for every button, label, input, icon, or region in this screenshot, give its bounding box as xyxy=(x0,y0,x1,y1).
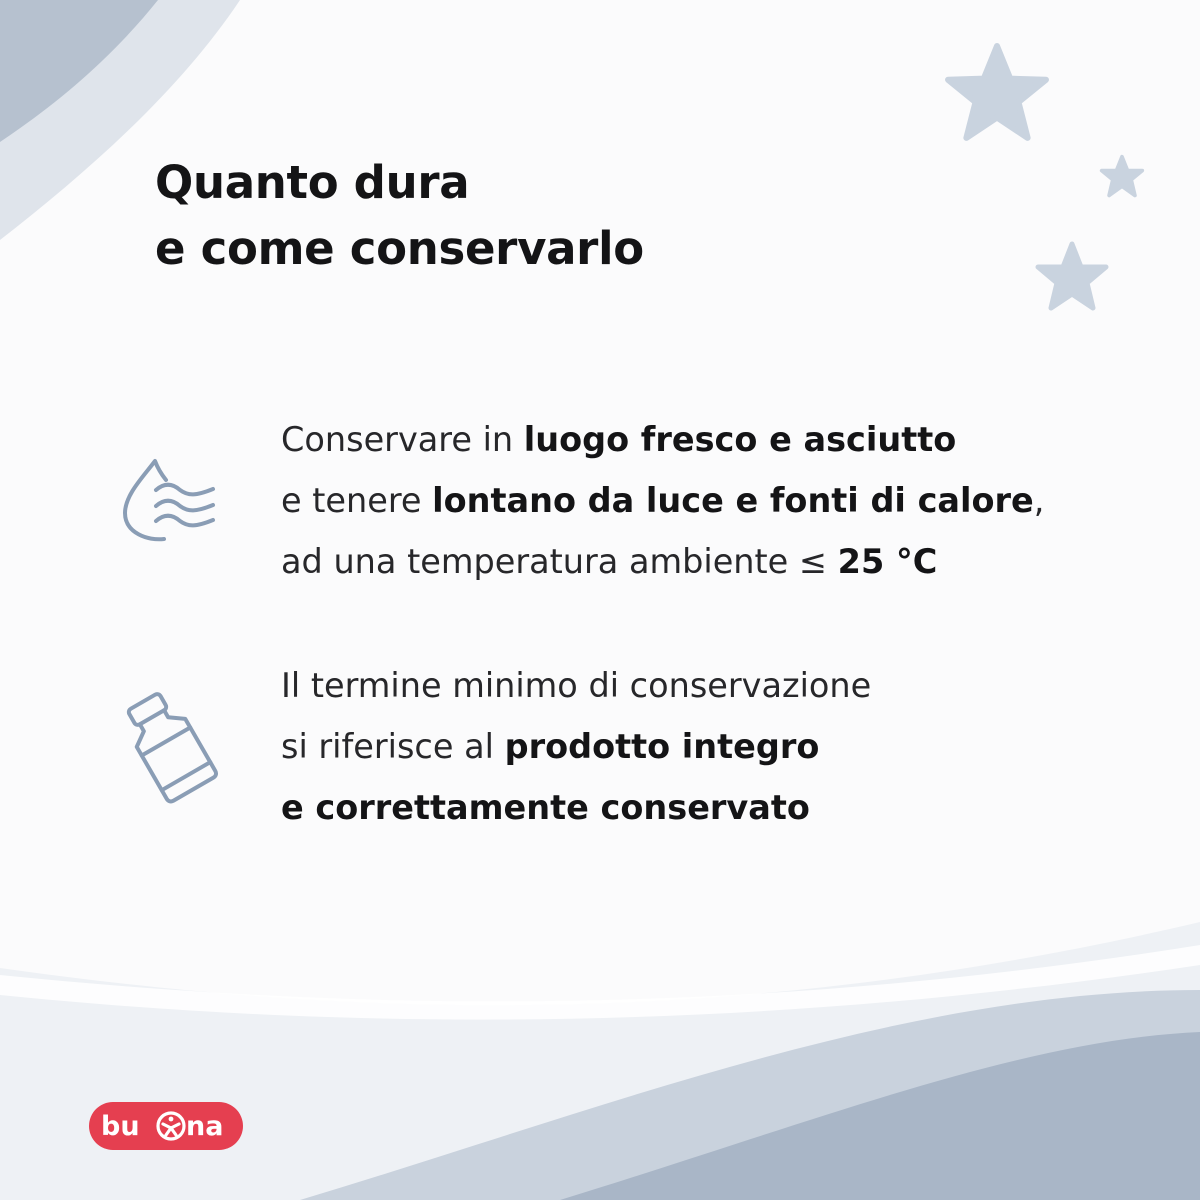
storage-line-2 xyxy=(281,470,1044,531)
page-title xyxy=(155,150,644,282)
expiry-line-2 xyxy=(281,716,871,777)
storage-line-1-emphasis: luogo fresco e asciutto xyxy=(523,420,957,459)
expiry-line-2-text: si riferisce al xyxy=(281,727,505,766)
medicine-bottle-icon xyxy=(110,683,226,805)
storage-line-3-text: ad una temperatura ambiente ≤ xyxy=(281,542,838,581)
expiry-line-2-emphasis: prodotto integro xyxy=(504,727,820,766)
expiry-line-1-text: Il termine minimo di conservazione xyxy=(281,666,872,705)
water-drop-humidity-icon xyxy=(118,455,218,547)
star-icon xyxy=(1098,153,1146,201)
storage-line-2-punctuation: , xyxy=(1033,481,1045,520)
buona-logo xyxy=(88,1101,244,1151)
expiry-line-1 xyxy=(281,655,871,716)
storage-line-2-emphasis: lontano da luce e fonti di calore xyxy=(432,481,1034,520)
star-icon xyxy=(944,42,1050,144)
storage-line-1-text: Conservare in xyxy=(281,420,524,459)
page-title-line-1: Quanto dura xyxy=(155,156,470,209)
page-title-line-2: e come conservarlo xyxy=(155,222,644,275)
expiry-line-3-emphasis: e correttamente conservato xyxy=(281,788,810,827)
logo-text-end: na xyxy=(186,1111,224,1142)
shelf-life-note xyxy=(281,655,871,838)
storage-temperature: 25 °C xyxy=(837,542,938,581)
storage-line-2-text: e tenere xyxy=(281,481,433,520)
star-icon xyxy=(1034,240,1110,314)
storage-instructions xyxy=(281,409,1044,592)
storage-line-3 xyxy=(281,531,1044,592)
expiry-line-3 xyxy=(281,777,871,838)
logo-text-start: bu xyxy=(101,1111,140,1142)
storage-line-1 xyxy=(281,409,1044,470)
